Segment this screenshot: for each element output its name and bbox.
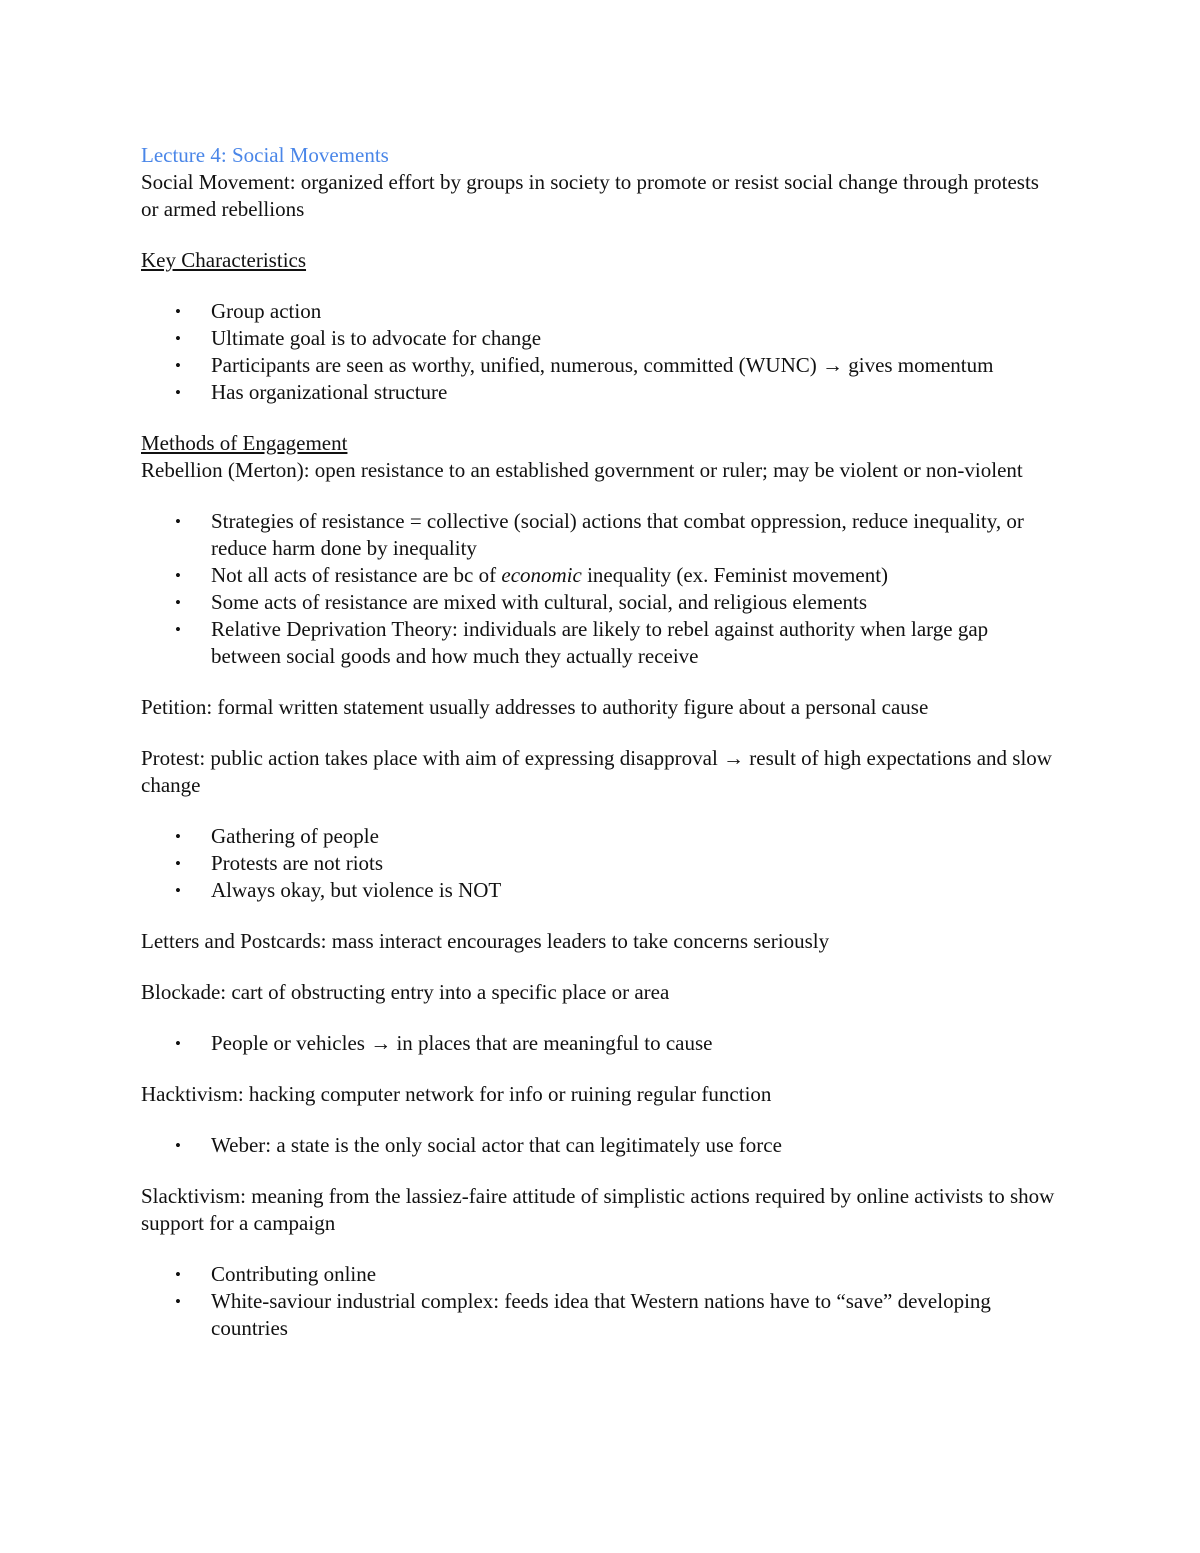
list-item: [141, 877, 1061, 904]
bullet-icon: •: [175, 356, 181, 375]
list-item-text: Has organizational structure: [211, 380, 448, 404]
list-item-text: People or vehicles → in places that are meaningful to cause: [211, 1031, 713, 1055]
bullet-icon: •: [175, 1292, 181, 1311]
bullet-icon: •: [175, 620, 181, 639]
protest-list: [141, 823, 1061, 904]
bullet-icon: •: [175, 302, 181, 321]
bullet-icon: •: [175, 827, 181, 846]
list-item: [141, 823, 1061, 850]
protest-definition: Protest: public action takes place with aim of expressing disapproval → result of high expectations and slow change: [141, 746, 1052, 797]
blockade-definition: Blockade: cart of obstructing entry into a specific place or area: [141, 980, 670, 1004]
bullet-icon: •: [175, 383, 181, 402]
social-movement-definition: Social Movement: organized effort by groups in society to promote or resist social change through protests or armed rebellions: [141, 170, 1039, 221]
list-item: [141, 379, 1061, 406]
list-item-text: Gathering of people: [211, 824, 379, 848]
bullet-icon: •: [175, 1136, 181, 1155]
petition-definition: Petition: formal written statement usually addresses to authority figure about a personal cause: [141, 695, 929, 719]
bullet-icon: •: [175, 1265, 181, 1284]
list-item-text: Contributing online: [211, 1262, 377, 1286]
emphasis-text: economic: [501, 563, 582, 587]
methods-heading: Methods of Engagement: [141, 431, 348, 455]
bullet-icon: •: [175, 329, 181, 348]
list-item: [141, 589, 1061, 616]
list-item-text: Weber: a state is the only social actor that can legitimately use force: [211, 1133, 782, 1157]
list-item-text: Always okay, but violence is NOT: [211, 878, 502, 902]
bullet-icon: •: [175, 593, 181, 612]
hacktivism-list: [141, 1132, 1061, 1159]
bullet-icon: •: [175, 881, 181, 900]
list-item-text: Strategies of resistance = collective (social) actions that combat oppression, reduce inequality, or reduce harm done by inequality: [211, 509, 1024, 560]
list-item-text: Some acts of resistance are mixed with cultural, social, and religious elements: [211, 590, 868, 614]
list-item-text: Relative Deprivation Theory: individuals are likely to rebel against authority when large gap between social goods and how much they actually receive: [211, 617, 989, 668]
list-item-text: Participants are seen as worthy, unified, numerous, committed (WUNC) → gives momentum: [211, 353, 994, 377]
list-item-text: Protests are not riots: [211, 851, 384, 875]
key-characteristics-heading: Key Characteristics: [141, 248, 307, 272]
key-characteristics-list: [141, 298, 1061, 406]
blockade-list: [141, 1030, 1061, 1057]
list-item: [141, 616, 1061, 670]
bullet-icon: •: [175, 566, 181, 585]
bullet-icon: •: [175, 1034, 181, 1053]
list-item: [141, 508, 1061, 562]
document-body: [141, 142, 1061, 1342]
list-item-text: White-saviour industrial complex: feeds idea that Western nations have to “save” developing countries: [211, 1289, 991, 1340]
rebellion-list: [141, 508, 1061, 670]
list-item-text: inequality (ex. Feminist movement): [581, 563, 889, 587]
list-item: [141, 1288, 1061, 1342]
bullet-icon: •: [175, 854, 181, 873]
rebellion-definition: Rebellion (Merton): open resistance to an established government or ruler; may be violent or non-violent: [141, 458, 1023, 482]
list-item: [141, 325, 1061, 352]
bullet-icon: •: [175, 512, 181, 531]
list-item: [141, 1030, 1061, 1057]
list-item: [141, 352, 1061, 379]
list-item-text: Not all acts of resistance are bc of: [211, 563, 502, 587]
list-item-text: Ultimate goal is to advocate for change: [211, 326, 542, 350]
list-item: [141, 298, 1061, 325]
list-item: [141, 562, 1061, 589]
hacktivism-definition: Hacktivism: hacking computer network for info or ruining regular function: [141, 1082, 772, 1106]
slacktivism-list: [141, 1261, 1061, 1342]
list-item-text: Group action: [211, 299, 322, 323]
list-item: [141, 1132, 1061, 1159]
slacktivism-definition: Slacktivism: meaning from the lassiez-faire attitude of simplistic actions required by online activists to show support for a campaign: [141, 1184, 1055, 1235]
lecture-title: Lecture 4: Social Movements: [141, 143, 389, 167]
list-item: [141, 850, 1061, 877]
list-item: [141, 1261, 1061, 1288]
letters-definition: Letters and Postcards: mass interact encourages leaders to take concerns seriously: [141, 929, 830, 953]
